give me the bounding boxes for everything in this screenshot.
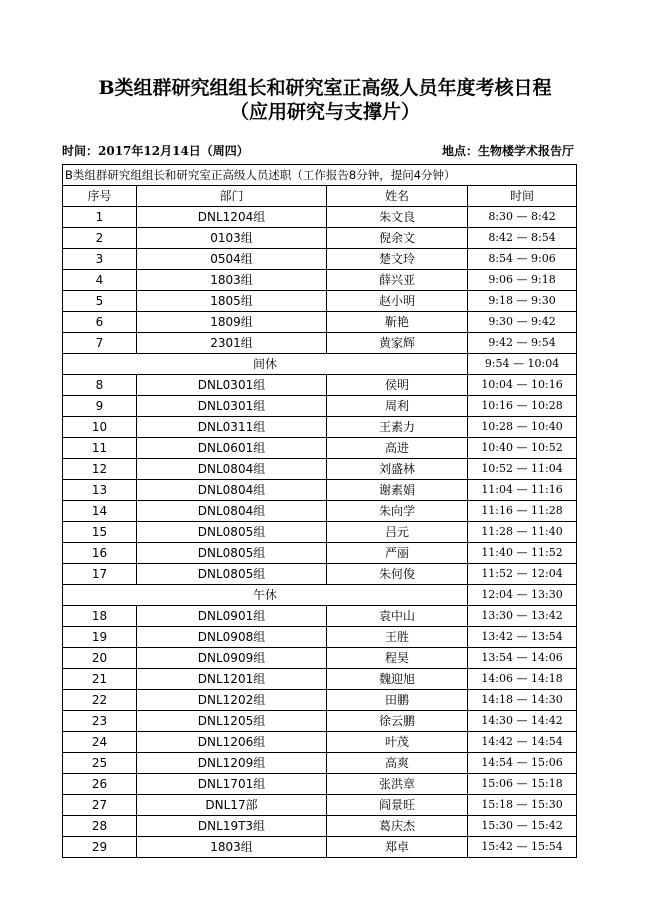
table-row [63, 228, 577, 249]
cell-department: 0103组 [137, 228, 327, 249]
cell-number: 26 [63, 774, 137, 795]
schedule-table-body [63, 165, 577, 858]
table-caption-row [63, 165, 577, 186]
table-row [63, 417, 577, 438]
cell-name: 王素力 [327, 417, 468, 438]
table-row [63, 837, 577, 858]
cell-department: DNL1202组 [137, 690, 327, 711]
cell-time: 9:42 — 9:54 [468, 333, 577, 354]
table-row [63, 459, 577, 480]
cell-time: 15:18 — 15:30 [468, 795, 577, 816]
cell-department: DNL1209组 [137, 753, 327, 774]
cell-time: 13:30 — 13:42 [468, 606, 577, 627]
table-row [63, 375, 577, 396]
cell-time: 10:28 — 10:40 [468, 417, 577, 438]
cell-name: 叶茂 [327, 732, 468, 753]
cell-time: 15:06 — 15:18 [468, 774, 577, 795]
cell-department: DNL0805组 [137, 522, 327, 543]
schedule-table [62, 164, 577, 858]
cell-time: 8:42 — 8:54 [468, 228, 577, 249]
cell-number: 11 [63, 438, 137, 459]
cell-time: 9:30 — 9:42 [468, 312, 577, 333]
table-row [63, 333, 577, 354]
header-number: 序号 [63, 186, 137, 207]
cell-number: 9 [63, 396, 137, 417]
cell-name: 程昊 [327, 648, 468, 669]
cell-department: DNL0804组 [137, 501, 327, 522]
cell-time: 15:42 — 15:54 [468, 837, 577, 858]
break-time: 12:04 — 13:30 [468, 585, 577, 606]
cell-name: 周利 [327, 396, 468, 417]
cell-department: 1809组 [137, 312, 327, 333]
cell-name: 朱何俊 [327, 564, 468, 585]
cell-number: 20 [63, 648, 137, 669]
cell-department: 0504组 [137, 249, 327, 270]
cell-time: 8:30 — 8:42 [468, 207, 577, 228]
cell-name: 靳艳 [327, 312, 468, 333]
cell-department: 2301组 [137, 333, 327, 354]
header-time: 时间 [468, 186, 577, 207]
table-row [63, 795, 577, 816]
cell-number: 4 [63, 270, 137, 291]
cell-name: 严丽 [327, 543, 468, 564]
meeting-time: 时间：2017年12月14日（周四） [62, 144, 249, 158]
cell-department: 1803组 [137, 837, 327, 858]
table-row [63, 816, 577, 837]
table-row [63, 711, 577, 732]
cell-department: DNL1204组 [137, 207, 327, 228]
cell-number: 13 [63, 480, 137, 501]
cell-department: DNL1205组 [137, 711, 327, 732]
cell-number: 24 [63, 732, 137, 753]
cell-department: DNL19T3组 [137, 816, 327, 837]
cell-name: 刘盛林 [327, 459, 468, 480]
table-row [63, 480, 577, 501]
table-row [63, 543, 577, 564]
cell-number: 14 [63, 501, 137, 522]
cell-name: 葛庆杰 [327, 816, 468, 837]
cell-department: DNL1701组 [137, 774, 327, 795]
cell-department: 1803组 [137, 270, 327, 291]
cell-name: 魏迎旭 [327, 669, 468, 690]
cell-time: 11:28 — 11:40 [468, 522, 577, 543]
table-row [63, 291, 577, 312]
cell-department: DNL0901组 [137, 606, 327, 627]
cell-time: 11:16 — 11:28 [468, 501, 577, 522]
cell-department: DNL0804组 [137, 480, 327, 501]
cell-name: 袁中山 [327, 606, 468, 627]
header-name: 姓名 [327, 186, 468, 207]
cell-time: 10:04 — 10:16 [468, 375, 577, 396]
table-row [63, 501, 577, 522]
cell-time: 11:40 — 11:52 [468, 543, 577, 564]
table-row [63, 606, 577, 627]
cell-number: 1 [63, 207, 137, 228]
cell-time: 14:18 — 14:30 [468, 690, 577, 711]
cell-number: 10 [63, 417, 137, 438]
cell-name: 阎景旺 [327, 795, 468, 816]
cell-time: 14:06 — 14:18 [468, 669, 577, 690]
cell-department: DNL0301组 [137, 396, 327, 417]
break-label: 午休 [63, 585, 468, 606]
cell-name: 朱向学 [327, 501, 468, 522]
cell-department: DNL0301组 [137, 375, 327, 396]
cell-time: 10:52 — 11:04 [468, 459, 577, 480]
break-label: 间休 [63, 354, 468, 375]
table-row [63, 732, 577, 753]
table-row [63, 249, 577, 270]
cell-time: 11:04 — 11:16 [468, 480, 577, 501]
cell-department: DNL0909组 [137, 648, 327, 669]
cell-number: 5 [63, 291, 137, 312]
cell-name: 黄家辉 [327, 333, 468, 354]
table-row [63, 396, 577, 417]
cell-department: DNL0804组 [137, 459, 327, 480]
cell-name: 徐云鹏 [327, 711, 468, 732]
cell-department: DNL0601组 [137, 438, 327, 459]
cell-number: 7 [63, 333, 137, 354]
table-row [63, 438, 577, 459]
cell-name: 郑卓 [327, 837, 468, 858]
cell-number: 22 [63, 690, 137, 711]
cell-number: 3 [63, 249, 137, 270]
cell-time: 10:40 — 10:52 [468, 438, 577, 459]
table-row [63, 312, 577, 333]
table-row [63, 753, 577, 774]
cell-number: 6 [63, 312, 137, 333]
table-row [63, 669, 577, 690]
table-caption: B类组群研究组组长和研究室正高级人员述职（工作报告8分钟，提问4分钟） [63, 165, 577, 186]
table-header-row [63, 186, 577, 207]
cell-department: DNL0805组 [137, 543, 327, 564]
cell-number: 19 [63, 627, 137, 648]
table-row [63, 564, 577, 585]
cell-name: 赵小明 [327, 291, 468, 312]
table-row [63, 690, 577, 711]
cell-department: DNL1206组 [137, 732, 327, 753]
cell-time: 11:52 — 12:04 [468, 564, 577, 585]
cell-department: DNL0805组 [137, 564, 327, 585]
meeting-location: 地点：生物楼学术报告厅 [441, 144, 574, 158]
cell-number: 15 [63, 522, 137, 543]
cell-department: DNL17部 [137, 795, 327, 816]
cell-number: 12 [63, 459, 137, 480]
table-row [63, 207, 577, 228]
cell-number: 27 [63, 795, 137, 816]
cell-name: 谢素娟 [327, 480, 468, 501]
table-row [63, 522, 577, 543]
cell-time: 9:06 — 9:18 [468, 270, 577, 291]
cell-time: 13:42 — 13:54 [468, 627, 577, 648]
cell-time: 14:42 — 14:54 [468, 732, 577, 753]
break-row [63, 585, 577, 606]
cell-name: 楚文玲 [327, 249, 468, 270]
break-row [63, 354, 577, 375]
table-row [63, 648, 577, 669]
cell-name: 侯明 [327, 375, 468, 396]
cell-time: 8:54 — 9:06 [468, 249, 577, 270]
page-title: B类组群研究组组长和研究室正高级人员年度考核日程 [98, 77, 552, 99]
cell-time: 15:30 — 15:42 [468, 816, 577, 837]
break-time: 9:54 — 10:04 [468, 354, 577, 375]
cell-number: 28 [63, 816, 137, 837]
cell-name: 薛兴亚 [327, 270, 468, 291]
cell-name: 张洪章 [327, 774, 468, 795]
cell-name: 高爽 [327, 753, 468, 774]
cell-name: 王胜 [327, 627, 468, 648]
table-row [63, 627, 577, 648]
cell-name: 朱文良 [327, 207, 468, 228]
cell-department: 1805组 [137, 291, 327, 312]
table-row [63, 774, 577, 795]
cell-department: DNL0311组 [137, 417, 327, 438]
cell-number: 16 [63, 543, 137, 564]
cell-name: 田鹏 [327, 690, 468, 711]
cell-number: 21 [63, 669, 137, 690]
header-department: 部门 [137, 186, 327, 207]
table-row [63, 270, 577, 291]
cell-name: 高进 [327, 438, 468, 459]
cell-number: 29 [63, 837, 137, 858]
cell-time: 13:54 — 14:06 [468, 648, 577, 669]
cell-name: 倪余文 [327, 228, 468, 249]
cell-time: 9:18 — 9:30 [468, 291, 577, 312]
cell-department: DNL0908组 [137, 627, 327, 648]
cell-time: 10:16 — 10:28 [468, 396, 577, 417]
page-subtitle: （应用研究与支撑片） [229, 101, 420, 123]
cell-number: 23 [63, 711, 137, 732]
cell-time: 14:54 — 15:06 [468, 753, 577, 774]
cell-number: 25 [63, 753, 137, 774]
cell-department: DNL1201组 [137, 669, 327, 690]
cell-name: 吕元 [327, 522, 468, 543]
cell-number: 17 [63, 564, 137, 585]
cell-number: 8 [63, 375, 137, 396]
cell-number: 2 [63, 228, 137, 249]
cell-number: 18 [63, 606, 137, 627]
cell-time: 14:30 — 14:42 [468, 711, 577, 732]
